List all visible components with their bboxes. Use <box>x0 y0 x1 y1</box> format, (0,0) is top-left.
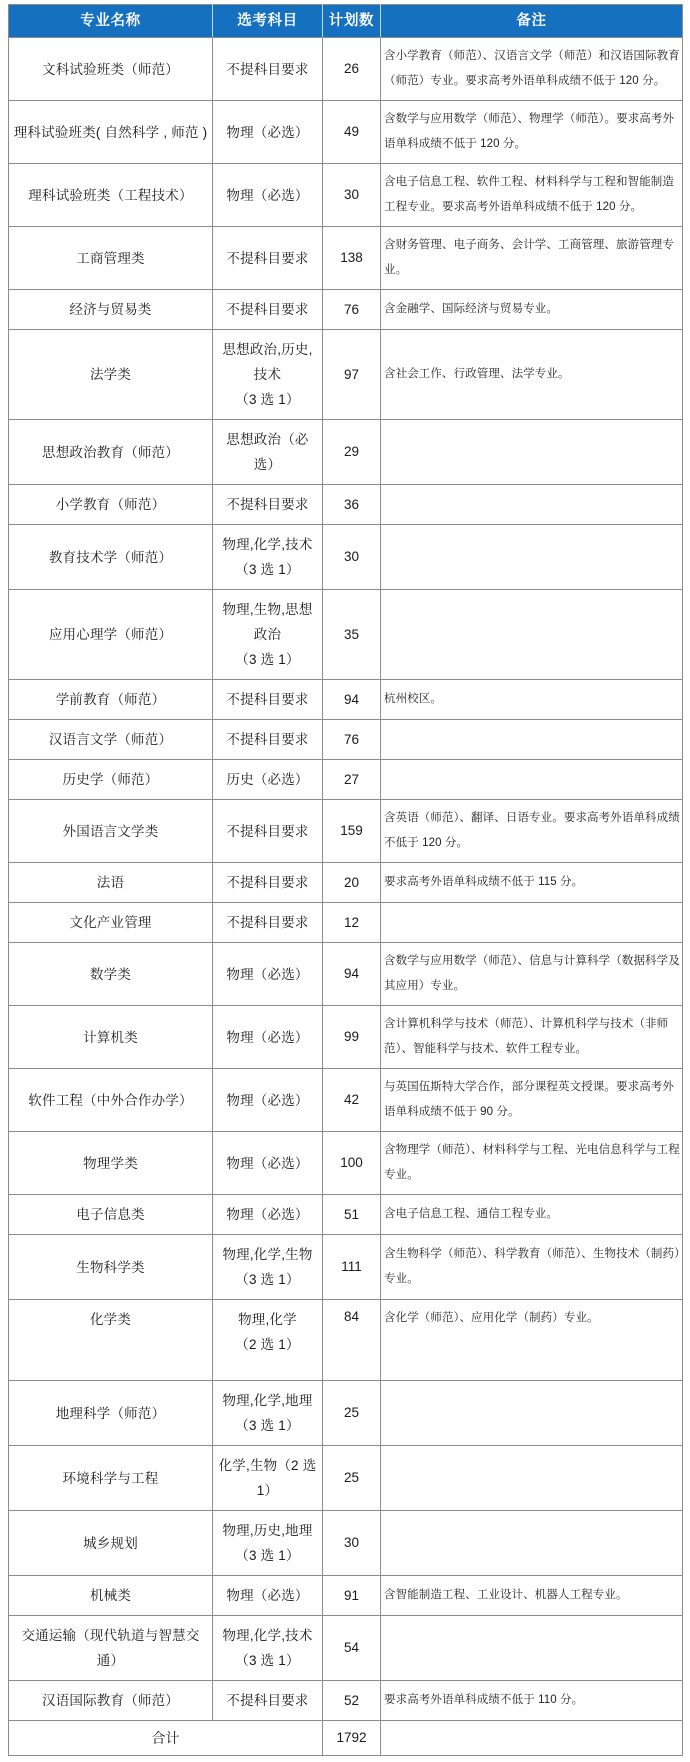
cell-remark: 含英语（师范）、翻译、日语专业。要求高考外语单科成绩不低于 120 分。 <box>381 800 683 863</box>
cell-major-name: 外国语言文学类 <box>9 800 213 863</box>
table-header <box>9 5 683 38</box>
cell-subject-requirement <box>213 420 323 485</box>
table-row <box>9 1300 683 1381</box>
cell-plan-count: 100 <box>323 1132 381 1195</box>
column-header-subject: 选考科目 <box>213 5 323 38</box>
cell-plan-count: 52 <box>323 1681 381 1721</box>
subject-line-1: 物理（必选） <box>226 1092 309 1108</box>
cell-plan-count: 76 <box>323 720 381 760</box>
table-row <box>9 863 683 903</box>
cell-plan-count: 35 <box>323 590 381 680</box>
cell-remark <box>381 720 683 760</box>
table-row <box>9 101 683 164</box>
subject-line-1: 物理（必选） <box>226 1588 309 1603</box>
cell-major-name: 应用心理学（师范） <box>9 590 213 680</box>
table-row <box>9 1511 683 1576</box>
subject-line-1: 不提科目要求 <box>226 915 309 930</box>
cell-remark: 含社会工作、行政管理、法学专业。 <box>381 330 683 420</box>
table-row <box>9 1381 683 1446</box>
cell-subject-requirement <box>213 800 323 863</box>
subject-line-1: 化学,生物（2 选 1） <box>218 1458 317 1498</box>
table-row <box>9 680 683 720</box>
cell-remark <box>381 420 683 485</box>
cell-subject-requirement <box>213 164 323 227</box>
cell-major-name: 历史学（师范） <box>9 760 213 800</box>
cell-remark: 含计算机科学与技术（师范）、计算机科学与技术（非师范）、智能科学与技术、软件工程专业。 <box>381 1006 683 1069</box>
cell-major-name: 法语 <box>9 863 213 903</box>
cell-subject-requirement <box>213 1235 323 1300</box>
subject-line-1: 不提科目要求 <box>226 61 309 77</box>
cell-remark <box>381 760 683 800</box>
cell-plan-count: 99 <box>323 1006 381 1069</box>
cell-major-name: 电子信息类 <box>9 1195 213 1235</box>
cell-remark: 与英国伍斯特大学合作，部分课程英文授课。要求高考外语单科成绩不低于 90 分。 <box>381 1069 683 1132</box>
subject-line-1: 物理（必选） <box>226 1029 309 1045</box>
cell-major-name: 理科试验班类（工程技术） <box>9 164 213 227</box>
cell-plan-count: 20 <box>323 863 381 903</box>
cell-subject-requirement <box>213 1300 323 1381</box>
subject-line-1: 不提科目要求 <box>226 1693 309 1708</box>
subject-line-1: 物理（必选） <box>226 966 309 982</box>
cell-subject-requirement <box>213 720 323 760</box>
subject-line-2: （2 选 1） <box>235 1337 300 1352</box>
table-row <box>9 1616 683 1681</box>
table-row <box>9 485 683 525</box>
cell-remark: 含物理学（师范）、材料科学与工程、光电信息科学与工程专业。 <box>381 1132 683 1195</box>
cell-subject-requirement <box>213 1446 323 1511</box>
cell-plan-count: 94 <box>323 943 381 1006</box>
cell-major-name: 教育技术学（师范） <box>9 525 213 590</box>
cell-subject-requirement <box>213 485 323 525</box>
cell-plan-count: 27 <box>323 760 381 800</box>
cell-plan-count: 94 <box>323 680 381 720</box>
table-row <box>9 800 683 863</box>
cell-subject-requirement <box>213 101 323 164</box>
table-row <box>9 1195 683 1235</box>
subject-line-1: 不提科目要求 <box>226 302 309 317</box>
cell-remark: 含金融学、国际经济与贸易专业。 <box>381 290 683 330</box>
table-row <box>9 164 683 227</box>
cell-major-name: 化学类 <box>9 1300 213 1381</box>
cell-major-name: 生物科学类 <box>9 1235 213 1300</box>
cell-remark: 要求高考外语单科成绩不低于 115 分。 <box>381 863 683 903</box>
cell-remark <box>381 525 683 590</box>
cell-major-name: 汉语国际教育（师范） <box>9 1681 213 1721</box>
cell-plan-count: 30 <box>323 1511 381 1576</box>
cell-major-name: 软件工程（中外合作办学） <box>9 1069 213 1132</box>
column-header-major: 专业名称 <box>9 5 213 38</box>
cell-major-name: 文科试验班类（师范） <box>9 38 213 101</box>
cell-remark: 含化学（师范）、应用化学（制药）专业。 <box>381 1300 683 1381</box>
cell-plan-count: 25 <box>323 1381 381 1446</box>
cell-major-name: 物理学类 <box>9 1132 213 1195</box>
cell-remark: 含生物科学（师范）、科学教育（师范）、生物技术（制药）专业。 <box>381 1235 683 1300</box>
cell-subject-requirement <box>213 943 323 1006</box>
cell-remark: 含财务管理、电子商务、会计学、工商管理、旅游管理专业。 <box>381 227 683 290</box>
cell-remark: 含数学与应用数学（师范）、物理学（师范）。要求高考外语单科成绩不低于 120 分。 <box>381 101 683 164</box>
cell-plan-count: 91 <box>323 1576 381 1616</box>
cell-remark <box>381 590 683 680</box>
cell-major-name: 计算机类 <box>9 1006 213 1069</box>
cell-major-name: 城乡规划 <box>9 1511 213 1576</box>
subject-line-1: 不提科目要求 <box>226 875 309 890</box>
table-row <box>9 227 683 290</box>
column-header-count: 计划数 <box>323 5 381 38</box>
cell-subject-requirement <box>213 330 323 420</box>
table-row <box>9 1132 683 1195</box>
cell-remark: 杭州校区。 <box>381 680 683 720</box>
cell-subject-requirement <box>213 525 323 590</box>
cell-remark: 含电子信息工程、软件工程、材料科学与工程和智能制造工程专业。要求高考外语单科成绩不低于 120 分。 <box>381 164 683 227</box>
cell-subject-requirement <box>213 1069 323 1132</box>
subject-line-1: 物理,化学,生物 <box>222 1247 313 1262</box>
cell-major-name: 地理科学（师范） <box>9 1381 213 1446</box>
cell-plan-count: 97 <box>323 330 381 420</box>
cell-major-name: 机械类 <box>9 1576 213 1616</box>
cell-plan-count: 76 <box>323 290 381 330</box>
column-header-remark: 备注 <box>381 5 683 38</box>
table-row <box>9 590 683 680</box>
subject-line-1: 不提科目要求 <box>226 823 309 839</box>
cell-major-name: 理科试验班类( 自然科学 , 师范 ) <box>9 101 213 164</box>
total-label: 合计 <box>9 1721 323 1756</box>
table-row <box>9 903 683 943</box>
table-row <box>9 1446 683 1511</box>
cell-subject-requirement <box>213 1616 323 1681</box>
cell-subject-requirement <box>213 1132 323 1195</box>
cell-remark <box>381 485 683 525</box>
subject-line-1: 思想政治（必选） <box>226 432 309 472</box>
subject-line-1: 物理（必选） <box>226 187 309 203</box>
subject-line-1: 物理,化学,地理 <box>222 1393 313 1408</box>
subject-line-1: 历史（必选） <box>226 772 309 787</box>
cell-subject-requirement <box>213 1681 323 1721</box>
table-row <box>9 720 683 760</box>
subject-line-1: 思想政治,历史,技术 <box>222 342 313 382</box>
cell-plan-count: 42 <box>323 1069 381 1132</box>
table-row <box>9 38 683 101</box>
cell-major-name: 经济与贸易类 <box>9 290 213 330</box>
subject-line-2: （3 选 1） <box>235 392 300 407</box>
subject-line-1: 物理（必选） <box>226 124 309 140</box>
cell-remark <box>381 1616 683 1681</box>
table-header-row <box>9 5 683 38</box>
subject-line-2: （3 选 1） <box>235 562 300 577</box>
subject-line-2: （3 选 1） <box>235 1418 300 1433</box>
cell-plan-count: 29 <box>323 420 381 485</box>
cell-plan-count: 49 <box>323 101 381 164</box>
cell-subject-requirement <box>213 1381 323 1446</box>
admissions-plan-table <box>8 4 683 1756</box>
cell-subject-requirement <box>213 1006 323 1069</box>
cell-remark <box>381 1381 683 1446</box>
cell-subject-requirement <box>213 38 323 101</box>
cell-subject-requirement <box>213 903 323 943</box>
cell-major-name: 环境科学与工程 <box>9 1446 213 1511</box>
cell-plan-count: 138 <box>323 227 381 290</box>
table-footer <box>9 1721 683 1756</box>
cell-plan-count: 51 <box>323 1195 381 1235</box>
cell-subject-requirement <box>213 1195 323 1235</box>
cell-remark: 含电子信息工程、通信工程专业。 <box>381 1195 683 1235</box>
cell-remark: 要求高考外语单科成绩不低于 110 分。 <box>381 1681 683 1721</box>
table-row <box>9 1576 683 1616</box>
subject-line-1: 物理,生物,思想政治 <box>222 602 313 642</box>
total-remark <box>381 1721 683 1756</box>
subject-line-1: 物理,化学 <box>238 1312 297 1327</box>
cell-plan-count: 12 <box>323 903 381 943</box>
cell-plan-count: 54 <box>323 1616 381 1681</box>
cell-major-name: 工商管理类 <box>9 227 213 290</box>
cell-plan-count: 111 <box>323 1235 381 1300</box>
subject-line-1: 不提科目要求 <box>226 732 309 747</box>
cell-plan-count: 26 <box>323 38 381 101</box>
cell-major-name: 数学类 <box>9 943 213 1006</box>
cell-remark <box>381 1446 683 1511</box>
subject-line-1: 不提科目要求 <box>226 497 309 512</box>
cell-plan-count: 30 <box>323 525 381 590</box>
table-body <box>9 38 683 1721</box>
cell-subject-requirement <box>213 1576 323 1616</box>
table-row <box>9 943 683 1006</box>
subject-line-2: （3 选 1） <box>235 1653 300 1668</box>
cell-subject-requirement <box>213 680 323 720</box>
subject-line-2: （3 选 1） <box>235 1272 300 1287</box>
cell-remark <box>381 903 683 943</box>
subject-line-2: （3 选 1） <box>235 652 300 667</box>
cell-major-name: 汉语言文学（师范） <box>9 720 213 760</box>
subject-line-1: 不提科目要求 <box>226 250 309 266</box>
cell-subject-requirement <box>213 590 323 680</box>
cell-plan-count: 84 <box>323 1300 381 1381</box>
subject-line-1: 不提科目要求 <box>226 692 309 707</box>
cell-major-name: 思想政治教育（师范） <box>9 420 213 485</box>
cell-subject-requirement <box>213 227 323 290</box>
cell-major-name: 文化产业管理 <box>9 903 213 943</box>
cell-major-name: 学前教育（师范） <box>9 680 213 720</box>
cell-remark: 含数学与应用数学（师范）、信息与计算科学（数据科学及其应用）专业。 <box>381 943 683 1006</box>
cell-remark <box>381 1511 683 1576</box>
total-count: 1792 <box>323 1721 381 1756</box>
total-row <box>9 1721 683 1756</box>
cell-plan-count: 159 <box>323 800 381 863</box>
cell-plan-count: 25 <box>323 1446 381 1511</box>
table-row <box>9 1069 683 1132</box>
subject-line-2: （3 选 1） <box>235 1548 300 1563</box>
table-row <box>9 525 683 590</box>
cell-major-name: 小学教育（师范） <box>9 485 213 525</box>
subject-line-1: 物理（必选） <box>226 1155 309 1171</box>
table-row <box>9 330 683 420</box>
table-row <box>9 1235 683 1300</box>
cell-major-name: 交通运输（现代轨道与智慧交通） <box>9 1616 213 1681</box>
cell-plan-count: 36 <box>323 485 381 525</box>
table-row <box>9 420 683 485</box>
cell-remark: 含智能制造工程、工业设计、机器人工程专业。 <box>381 1576 683 1616</box>
cell-subject-requirement <box>213 290 323 330</box>
subject-line-1: 物理,化学,技术 <box>222 537 313 552</box>
table-row <box>9 760 683 800</box>
subject-line-1: 物理,化学,技术 <box>222 1628 313 1643</box>
table-row <box>9 1681 683 1721</box>
cell-subject-requirement <box>213 863 323 903</box>
cell-plan-count: 30 <box>323 164 381 227</box>
cell-remark: 含小学教育（师范）、汉语言文学（师范）和汉语国际教育（师范）专业。要求高考外语单科成绩不低于 120 分。 <box>381 38 683 101</box>
table-row <box>9 1006 683 1069</box>
cell-subject-requirement <box>213 760 323 800</box>
table-row <box>9 290 683 330</box>
cell-subject-requirement <box>213 1511 323 1576</box>
cell-major-name: 法学类 <box>9 330 213 420</box>
subject-line-1: 物理,历史,地理 <box>222 1523 313 1538</box>
subject-line-1: 物理（必选） <box>226 1207 309 1222</box>
